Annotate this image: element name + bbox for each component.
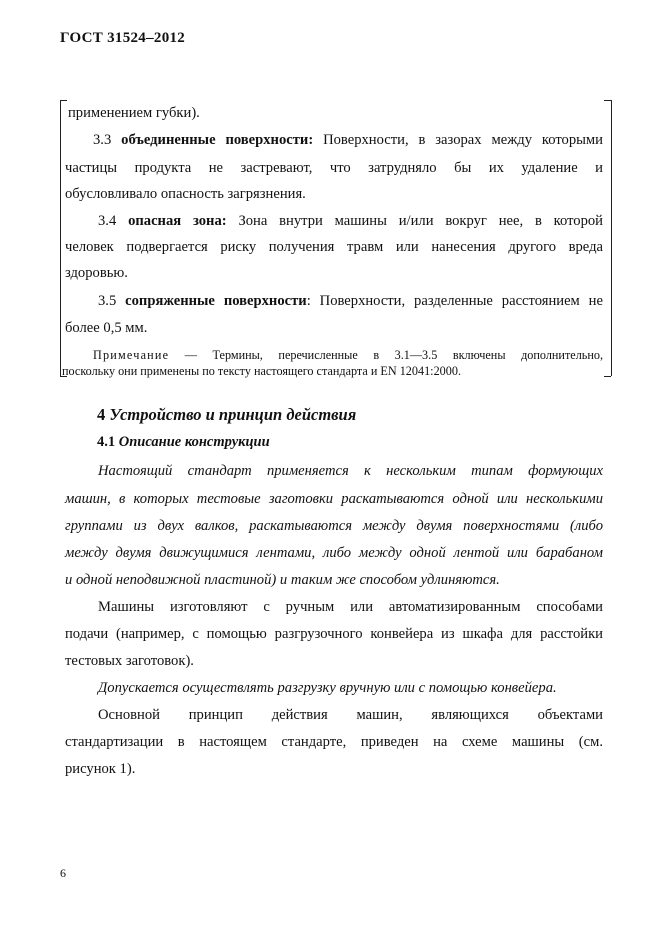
term-3-4-line3: здоровью. bbox=[65, 265, 128, 281]
term-3-5-line1 bbox=[65, 292, 603, 310]
par4-line2: стандартизации в настоящем стандарте, приведен на схеме машины (см. bbox=[65, 734, 603, 750]
change-bar-right bbox=[611, 100, 612, 376]
term-3-3-line1 bbox=[65, 131, 603, 149]
italic-par1-line5: и одной неподвижной пластиной) и таким же способом удлиняются. bbox=[65, 572, 500, 588]
note-text: — Термины, перечисленные в 3.1—3.5 включены дополнительно, bbox=[169, 348, 603, 362]
term-3-4-line1 bbox=[65, 212, 603, 230]
page-number: 6 bbox=[60, 866, 66, 880]
change-bar-left bbox=[60, 100, 61, 376]
subsection-heading bbox=[97, 434, 270, 451]
section-heading bbox=[97, 405, 356, 425]
par4-line3: рисунок 1). bbox=[65, 761, 136, 777]
term-3-3-line3: обусловливало опасность загрязнения. bbox=[65, 186, 306, 202]
term-3-4-title: опасная зона: bbox=[128, 213, 227, 229]
change-bar-left-top bbox=[60, 100, 67, 101]
change-bar-right-bottom bbox=[604, 376, 611, 377]
term-3-3-line2: частицы продукта не застревают, что затрудняло бы их удаление и bbox=[65, 160, 603, 176]
document-header: ГОСТ 31524–2012 bbox=[60, 30, 186, 46]
italic-par1-line3: группами из двух валков, раскатываются между двумя поверхностями (либо bbox=[65, 518, 603, 534]
section-title: Устройство и принцип действия bbox=[109, 405, 357, 424]
note-line2: поскольку они применены по тексту настоящего стандарта и EN 12041:2000. bbox=[62, 364, 461, 378]
italic-par1-line4: между двумя движущимися лентами, либо между одной лентой или барабаном bbox=[65, 545, 603, 561]
section-number: 4 bbox=[97, 405, 106, 424]
term-3-3-title: объединенные поверхности: bbox=[121, 132, 314, 148]
term-3-5-line2: более 0,5 мм. bbox=[65, 320, 148, 336]
subsection-number: 4.1 bbox=[97, 434, 116, 450]
term-3-4-line2: человек подвергается риску получения травм или нанесения другого вреда bbox=[65, 239, 603, 255]
subsection-title: Описание конструкции bbox=[118, 434, 270, 450]
term-3-5-text: : Поверхности, разделенные расстоянием не bbox=[306, 293, 603, 309]
italic-par1-line2: машин, в которых тестовые заготовки раскатываются одной или несколькими bbox=[65, 491, 603, 507]
term-3-3-number: 3.3 bbox=[93, 132, 112, 148]
par2-line1: Машины изготовляют с ручным или автоматизированным способами bbox=[98, 599, 603, 615]
par4-line1: Основной принцип действия машин, являющихся объектами bbox=[98, 707, 603, 723]
change-bar-right-top bbox=[604, 100, 611, 101]
term-continuation: применением губки). bbox=[68, 105, 200, 121]
term-3-4-text: Зона внутри машины и/или вокруг нее, в которой bbox=[226, 213, 603, 229]
term-3-5-number: 3.5 bbox=[98, 293, 117, 309]
term-3-5-title: сопряженные поверхности bbox=[125, 293, 307, 309]
term-3-3-text: Поверхности, в зазорах между которыми bbox=[313, 132, 603, 148]
italic-par1-line1: Настоящий стандарт применяется к нескольким типам формующих bbox=[98, 463, 603, 479]
term-3-4-number: 3.4 bbox=[98, 213, 117, 229]
par2-line3: тестовых заготовок). bbox=[65, 653, 194, 669]
par2-line2: подачи (например, с помощью разгрузочного конвейера из шкафа для расстойки bbox=[65, 626, 603, 642]
italic-par3: Допускается осуществлять разгрузку вручную или с помощью конвейера. bbox=[98, 680, 557, 696]
note-label: Примечание bbox=[93, 348, 170, 362]
